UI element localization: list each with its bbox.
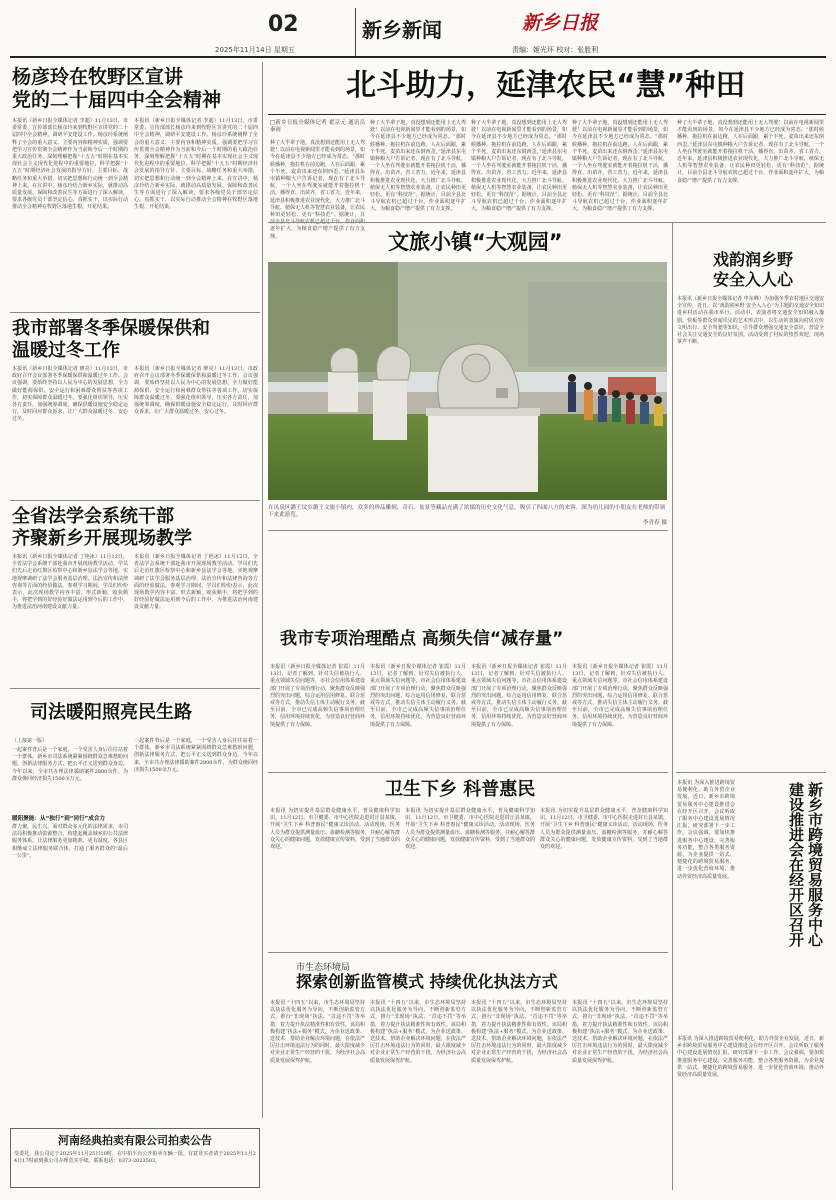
headline-a10: 探索创新监管模式 持续优化执法方式 — [296, 972, 558, 991]
headline-a8: 我市专项治理酷点 高频失信“减存量” — [280, 629, 564, 649]
article-body: 种了大半辈子地，真没想到还能用上无人驾驶！以前在电视新闻里才能看到的场景，如今在延津县不少地方已经成为常态。“那时候播种，拖拉机在前边跑，人在后面跟，累个半死，麦苗出来还东倒西歪。”延津县东屯镇种粮大户告诉记者，现在有了北斗导航，一个人坐在驾驶室就能开着拖拉机干活，播得直、出苗齐，省工省力。近年来，延津县积极推进农业现代化，大力推广北斗导航、植保无人机等智慧农业装备，让农民种田更轻松、更有“科技范”。据统计，目前全县北斗导航农机已超过千台，作业面积逐年扩大，为粮食稳产增产提供了有力支撑。 — [677, 120, 824, 184]
article-body: 种了大半辈子地，真没想到还能用上无人驾驶！以前在电视新闻里才能看到的场景，如今在延津县不少地方已经成为常态。“那时候播种，拖拉机在前边跑，人在后面跟，累个半死，麦苗出来还东倒西歪。”延津县东屯镇种粮大户告诉记者，现在有了北斗导航，一个人坐在驾驶室就能开着拖拉机干活，播得直、出苗齐，省工省力。近年来，延津县积极推进农业现代化，大力推广北斗导航、植保无人机等智慧农业装备，让农民种田更轻松、更有“科技范”。据统计，目前全县北斗导航农机已超过千台，作业面积逐年扩大，为粮食稳产增产提供了有力支撑。 — [471, 120, 567, 213]
article-body: 本报讯（新乡日报全媒体记者 崔霞）11月13日，记者了解到，针对失信被执行人、重点领域失信问题等，市社会信用体系建设部门开展了专项治理行动，聚焦群众反映强烈的突出问题，综合运用信用修复、联合惩戒等方式，推动失信主体主动履行义务。截至目前，全市已完成高频失信事项治理任务，信用环境持续优化，为营造良好营商环境提供了有力保障。 — [471, 664, 567, 728]
headline-line: 我市部署冬季保暖保供和 — [12, 318, 210, 339]
headline-a4: 司法暖阳照亮民生路 — [30, 702, 192, 723]
article-divider — [10, 500, 260, 501]
article-divider — [268, 222, 826, 223]
auction-notice — [10, 1128, 260, 1188]
article-body: 本报讯（新乡日报全媒体记者 崔霞）11月13日，记者了解到，针对失信被执行人、重点领域失信问题等，市社会信用体系建设部门开展了专项治理行动，聚焦群众反映强烈的突出问题，综合运用信用修复、联合惩戒等方式，推动失信主体主动履行义务。截至目前，全市已完成高频失信事项治理任务，信用环境持续优化，为营造良好营商环境提供了有力保障。 — [270, 664, 366, 728]
headline-line: 齐聚新乡开展现场教学 — [12, 528, 192, 549]
article-body: 本报讯 为深入推进跨境贸易便利化，助力外贸企业发展，近日，新乡市跨境贸易服务中心建设推进会在经开区召开。会议听取了服务中心建设进展情况汇报，研究部署下一步工作。会议强调，要加快推进服务中心建设，完善服务功能，整合各类服务资源，为企业提供一站式、便捷化的跨境贸易服务，进一步优化营商环境，推动外贸经济高质量发展。 — [677, 780, 735, 880]
photo-caption: 在凤泉区潞王坟乡潞王文旅小镇内，众多的珍品雕刻、奇石、盆景等藏品充满了浓郁的历史文化气息，吸引了四面八方的来客。图为幼儿园的小朋友在老师的带领下来此游览。 — [268, 505, 666, 519]
headline-line: 温暖过冬工作 — [12, 340, 120, 361]
article-divider — [268, 952, 668, 953]
article-body: 本报讯（新乡日报全媒体记者 丁艳冰）11月12日，全省法学会系统干部赴我市开展现场教学活动。学员们先后走访红旗区检察中心和新乡县法学会等地，实地观摩调研了法学会服务基层治理、法治宣传和法律咨询等方面的经验做法。参观学习期间，学员们纷纷表示，此次现场教学内容丰富、形式新颖，收获颇丰，将把学到的好经验好做法运用到今后的工作中，为推进法治河南建设贡献力量。 — [12, 554, 128, 611]
article-body: 群力聚，民生兴。面对群众多元化的法律需求，市司法局积极推动资源整合，构建起覆盖城乡的公共法律服务体系，让法律服务更加精准、更有温度。各县区相继成立法律服务联合体，打通了服务群众的“最后一公里”。 — [12, 824, 128, 859]
article-body: 一起案件背后是一个家庭，一个受害人身后往往站着一个群体。新乡市司法系统紧紧围绕群众急难愁盼问题，创新法律服务方式，把公平正义送到群众身边。今年以来，全市共办理法律援助案件2800余件，为群众挽回经济损失1500余万元。 — [12, 747, 128, 782]
article-body: 本报讯 “十四五”以来，市生态环境局坚持以执法优化服务为导向，不断创新监管方式，推行“非现场”执法、“首违不罚”等举措，着力提升执法精准性和有效性。该局积极构建“执法+服务”模式，为企业送政策、送技术，帮助企业解决环境问题，在依法严厉打击环境违法行为的同时，最大限度减少对企业正常生产经营的干扰，为经济社会高质量发展保驾护航。 — [471, 1000, 567, 1064]
headline-a5: 北斗助力，延津农民“慧”种田 — [346, 68, 746, 103]
headline-a3 — [12, 506, 260, 550]
headline-a1 — [12, 66, 260, 112]
continued-note: （上接第一版） — [12, 738, 48, 744]
headline-a9: 卫生下乡 科普惠民 — [385, 779, 536, 800]
article-body: 本报讯（新乡日报全媒体记者 廖亮）11月13日，市政府召开会议部署冬季保暖保供和温暖过冬工作。会议强调，要始终坚持以人民为中心的发展思想，全力做好能源保供、安全运行和困难群众帮扶等各项工作，切实保障群众温暖过冬。要强化组织领导，压实各方责任，加强统筹调度，确保供暖设施安全稳定运行，及时回应群众诉求，让广大群众温暖过冬、安心过冬。 — [134, 366, 258, 416]
masthead-rule — [10, 56, 826, 58]
headline-a11 — [738, 782, 824, 1032]
headline-line: 建设推进会在经开区召开 — [787, 782, 805, 947]
article-body: 本报讯 为深入推进跨境贸易便利化，助力外贸企业发展，近日，新乡市跨境贸易服务中心建设推进会在经开区召开。会议听取了服务中心建设进展情况汇报，研究部署下一步工作。会议强调，要加快推进服务中心建设，完善服务功能，整合各类服务资源，为企业提供一站式、便捷化的跨境贸易服务，进一步优化营商环境，推动外贸经济高质量发展。 — [677, 1036, 824, 1079]
headline-a7 — [680, 250, 826, 290]
column-divider — [262, 62, 263, 1118]
headline-line: 安全入人心 — [712, 270, 793, 289]
article-divider — [268, 772, 668, 773]
photo-lion-statues — [268, 262, 667, 500]
article-divider — [268, 114, 826, 115]
article-body: 本报讯（新乡日报全媒体记者 崔霞）11月13日，记者了解到，针对失信被执行人、重点领域失信问题等，市社会信用体系建设部门开展了专项治理行动，聚焦群众反映强烈的突出问题，综合运用信用修复、联合惩戒等方式，推动失信主体主动履行义务。截至目前，全市已完成高频失信事项治理任务，信用环境持续优化，为营造良好营商环境提供了有力保障。 — [370, 664, 466, 728]
headline-line: 党的二十届四中全会精神 — [12, 89, 222, 111]
article-body: 一起案件背后是一个家庭，一个受害人身后往往站着一个群体。新乡市司法系统紧紧围绕群众急难愁盼问题，创新法律服务方式，把公平正义送到群众身边。今年以来，全市共办理法律援助案件2800余件，为群众挽回经济损失1500余万元。 — [134, 738, 258, 773]
article-divider — [10, 688, 260, 689]
headline-a6: 文旅小镇“大观园” — [388, 230, 563, 254]
section-name: 新乡新闻 — [362, 18, 442, 42]
article-body: 本报讯（新乡日报全媒体记者 李超）11月13日，市委常委、宣传部部长杨彦玲来到牧野区宣讲党的二十届四中全会精神，调研平安建设工作。杨彦玲系统阐释了全会的重大意义、主要内容和精神实质，强调要把学习宣传贯彻全会精神作为当前和今后一个时期的重大政治任务，深刻理解把握“十五五”时期在基本实现社会主义现代化进程中的重要地位，科学把握“十五五”时期经济社会发展的指导方针、主要目标、战略任务和重大举措，切实把思想和行动统一到全会精神上来。在宣讲中，杨彦玲结合新乡实际，就推动高质量发展、保障和改善民生等方面进行了深入解读，要求各级党员干部坚定信心、真抓实干，以实际行动推动全会精神在牧野区落地生根、开花结果。 — [134, 118, 258, 211]
headline-line: 新乡市跨境贸易服务中心 — [806, 782, 824, 947]
page-number: 02 — [268, 12, 299, 37]
article-body: 本报讯 为切实提升基层群众健康水平，普及健康科学知识，11月12日，市卫健委、市中心医院走进封丘县某镇，开展“卫生下乡 科普惠民”健康义诊活动。活动现场，医务人员为群众提供测量血压、血糖检测等服务，并耐心解答群众关心的健康问题，发放健康宣传资料，受到了当地群众的欢迎。 — [405, 808, 536, 851]
article-body: 种了大半辈子地，真没想到还能用上无人驾驶！以前在电视新闻里才能看到的场景，如今在延津县不少地方已经成为常态。“那时候播种，拖拉机在前边跑，人在后面跟，累个半死，麦苗出来还东倒西歪。”延津县东屯镇种粮大户告诉记者，现在有了北斗导航，一个人坐在驾驶室就能开着拖拉机干活，播得直、出苗齐，省工省力。近年来，延津县积极推进农业现代化，大力推广北斗导航、植保无人机等智慧农业装备，让农民种田更轻松、更有“科技范”。据统计，目 逐年扩大，为粮食稳产增产提供了有力支撑。 — [270, 140, 366, 240]
article-divider — [268, 530, 668, 531]
article-kicker: 市生态环境局 — [296, 963, 351, 973]
article-body: 本报讯 “十四五”以来，市生态环境局坚持以执法优化服务为导向，不断创新监管方式，推行“非现场”执法、“首违不罚”等举措，着力提升执法精准性和有效性。该局积极构建“执法+服务”模式，为企业送政策、送技术，帮助企业解决环境问题，在依法严厉打击环境违法行为的同时，最大限度减少对企业正常生产经营的干扰，为经济社会高质量发展保驾护航。 — [572, 1000, 668, 1064]
issue-date: 2025年11月14日 星期五 — [215, 46, 295, 54]
logo-lettering: 新乡日报 — [522, 12, 599, 34]
article-body: 本报讯（新乡日报全媒体记者 崔霞）11月13日，记者了解到，针对失信被执行人、重点领域失信问题等，市社会信用体系建设部门开展了专项治理行动，聚焦群众反映强烈的突出问题，综合运用信用修复、联合惩戒等方式，推动失信主体主动履行义务。截至目前，全市已完成高频失信事项治理任务，信用环境持续优化，为营造良好营商环境提供了有力保障。 — [572, 664, 668, 728]
masthead-divider — [355, 8, 356, 56]
article-body: 本报讯 “十四五”以来，市生态环境局坚持以执法优化服务为导向，不断创新监管方式，推行“非现场”执法、“首违不罚”等举措，着力提升执法精准性和有效性。该局积极构建“执法+服务”模式，为企业送政策、送技术，帮助企业解决环境问题，在依法严厉打击环境违法行为的同时，最大限度减少对企业正常生产经营的干扰，为经济社会高质量发展保驾护航。 — [270, 1000, 366, 1064]
article-body: 本报讯（新乡日报全媒体记者 申东峰）为加强冬季农村地区交通安全宣传，近日，以“戏韵润乡野 安全入人心”为主题的交通安全知识进乡村活动在我市举行。活动中，表演者将交通安全知识融入豫剧、快板等群众喜闻乐见的艺术形式中，以生动的表演向村民宣传文明出行、安全驾驶等知识，引导群众增强交通安全意识，营造全社会关注交通安全的良好氛围。活动受到了村民的热烈欢迎，现场掌声不断。 — [677, 296, 824, 346]
headline-a2 — [12, 318, 260, 362]
editor-credits: 责编：姬光环 校对：张胜利 — [512, 46, 599, 54]
article-divider — [676, 772, 826, 773]
article-body: 本报讯（新乡日报全媒体记者 丁艳冰）11月12日，全省法学会系统干部赴我市开展现场教学活动。学员们先后走访红旗区检察中心和新乡县法学会等地，实地观摩调研了法学会服务基层治理、法治宣传和法律咨询等方面的经验做法。参观学习期间，学员们纷纷表示，此次现场教学内容丰富、形式新颖，收获颇丰，将把学到的好经验好做法运用到今后的工作中，为推进法治河南建设贡献力量。 — [134, 554, 258, 611]
article-divider — [10, 312, 260, 313]
headline-line: 全省法学会系统干部 — [12, 506, 174, 527]
article-body: 本报讯 为切实提升基层群众健康水平，普及健康科学知识，11月12日，市卫健委、市中心医院走进封丘县某镇，开展“卫生下乡 科普惠民”健康义诊活动。活动现场，医务人员为群众提供测量血压、血糖检测等服务，并耐心解答群众关心的健康问题，发放健康宣传资料，受到了当地群众的欢迎。 — [270, 808, 401, 851]
article-body: 本报讯（新乡日报全媒体记者 廖亮）11月13日，市政府召开会议部署冬季保暖保供和温暖过冬工作。会议强调，要始终坚持以人民为中心的发展思想，全力做好能源保供、安全运行和困难群众帮扶等各项工作，切实保障群众温暖过冬。要强化组织领导，压实各方责任，加强统筹调度，确保供暖设施安全稳定运行，及时回应群众诉求，让广大群众温暖过冬、安心过冬。 — [12, 366, 128, 423]
column-divider — [672, 222, 673, 1190]
article-subhead: 暖阳聚能：从“独行”到“同行”成合力 — [12, 816, 106, 822]
headline-line: 戏韵润乡野 — [712, 250, 793, 269]
article-body: 本报讯 “十四五”以来，市生态环境局坚持以执法优化服务为导向，不断创新监管方式，推行“非现场”执法、“首违不罚”等举措，着力提升执法精准性和有效性。该局积极构建“执法+服务”模式，为企业送政策、送技术，帮助企业解决环境问题，在依法严厉打击环境违法行为的同时，最大限度减少对企业正常生产经营的干扰，为经济社会高质量发展保驾护航。 — [370, 1000, 466, 1064]
article-body: 种了大半辈子地，真没想到还能用上无人驾驶！以前在电视新闻里才能看到的场景，如今在延津县不少地方已经成为常态。“那时候播种，拖拉机在前边跑，人在后面跟，累个半死，麦苗出来还东倒西歪。”延津县东屯镇种粮大户告诉记者，现在有了北斗导航，一个人坐在驾驶室就能开着拖拉机干活，播得直、出苗齐，省工省力。近年来，延津县积极推进农业现代化，大力推广北斗导航、植保无人机等智慧农业装备，让农民种田更轻松、更有“科技范”。据统计，目前全县北斗导航农机已超过千台，作业面积逐年扩大，为粮食稳产增产提供了有力支撑。 — [370, 120, 466, 213]
notice-title: 河南经典拍卖有限公司拍卖公告 — [58, 1134, 212, 1147]
article-body: 本报讯 为切实提升基层群众健康水平，普及健康科学知识，11月12日，市卫健委、市中心医院走进封丘县某镇，开展“卫生下乡 科普惠民”健康义诊活动。活动现场，医务人员为群众提供测量血压、血糖检测等服务，并耐心解答群众关心的健康问题，发放健康宣传资料，受到了当地群众的欢迎。 — [540, 808, 668, 851]
article-body: 种了大半辈子地，真没想到还能用上无人驾驶！以前在电视新闻里才能看到的场景，如今在延津县不少地方已经成为常态。“那时候播种，拖拉机在前边跑，人在后面跟，累个半死，麦苗出来还东倒西歪。”延津县东屯镇种粮大户告诉记者，现在有了北斗导航，一个人坐在驾驶室就能开着拖拉机干活，播得直、出苗齐，省工省力。近年来，延津县积极推进农业现代化，大力推广北斗导航、植保无人机等智慧农业装备，让农民种田更轻松、更有“科技范”。据统计，目前全县北斗导航农机已超过千台，作业面积逐年扩大，为粮食稳产增产提供了有力支撑。 — [572, 120, 668, 213]
notice-body: 受委托，我公司定于2025年11月25日10时，在中拍平台公开拍卖车辆一批。有意竞买者请于2025年11月24日17时前到我公司办理竞买手续。联系电话：0373-2023503。 — [14, 1151, 256, 1165]
article-body: 本报讯（新乡日报全媒体记者 李超）11月13日，市委常委、宣传部部长杨彦玲来到牧野区宣讲党的二十届四中全会精神，调研平安建设工作。杨彦玲系统阐释了全会的重大意义、主要内容和精神实质，强调要把学习宣传贯彻全会精神作为当前和今后一个时期的重大政治任务，深刻理解把握“十五五”时期在基本实现社会主义现代化进程中的重要地位，科学把握“十五五”时期经济社会发展的指导方针、主要目标、战略任务和重大举措，切实把思想和行动统一到全会精神上来。在宣讲中，杨彦玲结合新乡实际，就推动高质量发展、保障和改善民生等方面进行了深入解读，要求各级党员干部坚定信心、真抓实干，以实际行动推动全会精神在牧野区落地生根、开花结果。 — [12, 118, 128, 211]
headline-line: 杨彦玲在牧野区宣讲 — [12, 66, 184, 88]
photo-credit: 李青春 摄 — [642, 520, 667, 526]
newspaper-logo — [520, 8, 610, 36]
byline: □新乡日报全媒体记者 翟京元 通讯员 秦雨 — [270, 120, 365, 134]
